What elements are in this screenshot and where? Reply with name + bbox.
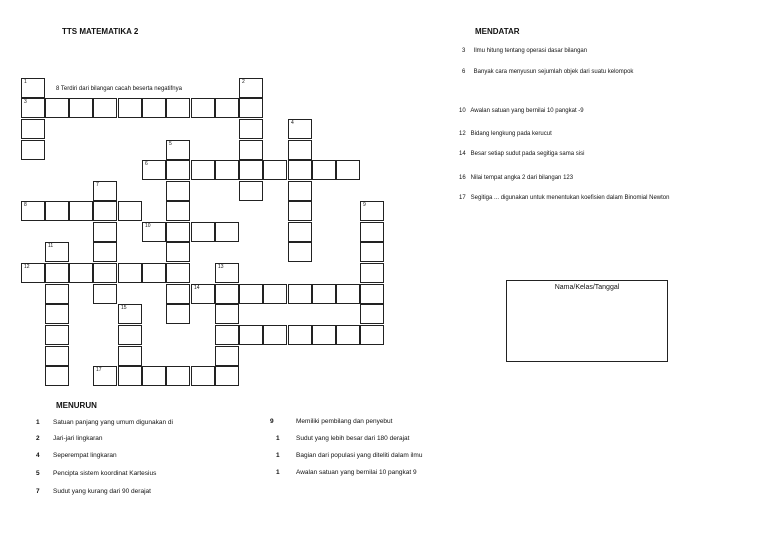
page-title: TTS MATEMATIKA 2 xyxy=(62,27,139,36)
crossword-cell[interactable] xyxy=(45,346,69,366)
crossword-cell[interactable] xyxy=(360,284,384,304)
crossword-cell[interactable] xyxy=(21,201,45,221)
cell-number: 11 xyxy=(48,243,54,249)
crossword-cell[interactable] xyxy=(191,366,215,386)
crossword-cell[interactable] xyxy=(166,222,190,242)
crossword-cell[interactable] xyxy=(239,119,263,139)
crossword-cell[interactable] xyxy=(288,181,312,201)
crossword-cell[interactable] xyxy=(118,98,142,118)
crossword-cell[interactable] xyxy=(93,201,117,221)
crossword-cell[interactable] xyxy=(312,325,336,345)
mendatar-heading: MENDATAR xyxy=(475,27,520,36)
cell-number: 9 xyxy=(363,202,366,208)
mendatar-clue: 14 Besar setiap sudut pada segitiga sama sisi xyxy=(459,151,585,157)
crossword-cell[interactable] xyxy=(93,242,117,262)
crossword-cell[interactable] xyxy=(21,140,45,160)
crossword-cell[interactable] xyxy=(215,346,239,366)
crossword-cell[interactable] xyxy=(239,78,263,98)
mendatar-clue: 12 Bidang lengkung pada kerucut xyxy=(459,131,552,137)
crossword-cell[interactable] xyxy=(360,222,384,242)
crossword-cell[interactable] xyxy=(215,263,239,283)
crossword-cell[interactable] xyxy=(239,98,263,118)
crossword-cell[interactable] xyxy=(215,366,239,386)
crossword-cell[interactable] xyxy=(215,325,239,345)
crossword-cell[interactable] xyxy=(166,263,190,283)
crossword-cell[interactable] xyxy=(142,160,166,180)
crossword-cell[interactable] xyxy=(118,325,142,345)
crossword-cell[interactable] xyxy=(69,201,93,221)
crossword-cell[interactable] xyxy=(360,242,384,262)
crossword-cell[interactable] xyxy=(69,98,93,118)
crossword-cell[interactable] xyxy=(288,119,312,139)
crossword-cell[interactable] xyxy=(118,304,142,324)
crossword-cell[interactable] xyxy=(93,263,117,283)
crossword-cell[interactable] xyxy=(239,181,263,201)
crossword-cell[interactable] xyxy=(69,263,93,283)
crossword-cell[interactable] xyxy=(239,325,263,345)
cell-number: 15 xyxy=(121,305,127,311)
crossword-cell[interactable] xyxy=(360,201,384,221)
crossword-cell[interactable] xyxy=(166,284,190,304)
crossword-cell[interactable] xyxy=(93,366,117,386)
crossword-cell[interactable] xyxy=(93,284,117,304)
crossword-cell[interactable] xyxy=(215,304,239,324)
crossword-cell[interactable] xyxy=(142,222,166,242)
crossword-cell[interactable] xyxy=(166,304,190,324)
crossword-cell[interactable] xyxy=(336,325,360,345)
info-box-label: Nama/Kelas/Tanggal xyxy=(554,284,620,291)
cell-number: 6 xyxy=(145,161,148,167)
crossword-cell[interactable] xyxy=(93,222,117,242)
cell-number: 13 xyxy=(218,264,224,270)
crossword-cell[interactable] xyxy=(312,284,336,304)
crossword-cell[interactable] xyxy=(93,181,117,201)
crossword-cell[interactable] xyxy=(360,304,384,324)
crossword-cell[interactable] xyxy=(118,201,142,221)
cell-number: 3 xyxy=(24,99,27,105)
crossword-cell[interactable] xyxy=(166,160,190,180)
crossword-cell[interactable] xyxy=(191,160,215,180)
crossword-cell[interactable] xyxy=(21,119,45,139)
crossword-cell[interactable] xyxy=(118,366,142,386)
crossword-cell[interactable] xyxy=(288,242,312,262)
mendatar-clue: 16 Nilai tempat angka 2 dari bilangan 123 xyxy=(459,175,574,181)
cell-number: 17 xyxy=(96,367,102,373)
cell-number: 5 xyxy=(169,141,172,147)
crossword-cell[interactable] xyxy=(166,140,190,160)
cell-number: 14 xyxy=(194,285,200,291)
mendatar-clue: 6 Banyak cara menyusun sejumlah objek dari suatu kelompok xyxy=(462,69,634,75)
cell-number: 8 xyxy=(24,202,27,208)
crossword-cell[interactable] xyxy=(215,160,239,180)
crossword-cell[interactable] xyxy=(118,346,142,366)
crossword-cell[interactable] xyxy=(215,98,239,118)
crossword-cell[interactable] xyxy=(239,140,263,160)
cell-number: 1 xyxy=(24,79,27,85)
crossword-cell[interactable] xyxy=(288,140,312,160)
crossword-cell[interactable] xyxy=(93,98,117,118)
crossword-cell[interactable] xyxy=(45,242,69,262)
crossword-cell[interactable] xyxy=(142,263,166,283)
crossword-cell[interactable] xyxy=(215,284,239,304)
crossword-cell[interactable] xyxy=(288,284,312,304)
crossword-cell[interactable] xyxy=(263,325,287,345)
cell-number: 4 xyxy=(291,120,294,126)
crossword-cell[interactable] xyxy=(142,366,166,386)
cell-number: 12 xyxy=(24,264,30,270)
crossword-cell[interactable] xyxy=(166,98,190,118)
crossword-cell[interactable] xyxy=(118,263,142,283)
crossword-cell[interactable] xyxy=(336,284,360,304)
crossword-cell[interactable] xyxy=(288,325,312,345)
crossword-cell[interactable] xyxy=(191,222,215,242)
crossword-cell[interactable] xyxy=(263,160,287,180)
crossword-cell[interactable] xyxy=(239,160,263,180)
crossword-cell[interactable] xyxy=(45,263,69,283)
crossword-cell[interactable] xyxy=(263,284,287,304)
mendatar-clue: 17 Segitiga ... digunakan untuk menentukan koefisien dalam Binomial Newton xyxy=(459,195,670,201)
crossword-cell[interactable] xyxy=(166,242,190,262)
mendatar-clue: 3 Ilmu hitung tentang operasi dasar bilangan xyxy=(462,48,588,54)
crossword-cell[interactable] xyxy=(312,160,336,180)
crossword-cell[interactable] xyxy=(166,201,190,221)
crossword-cell[interactable] xyxy=(166,366,190,386)
crossword-cell[interactable] xyxy=(336,160,360,180)
crossword-cell[interactable] xyxy=(191,284,215,304)
crossword-cell[interactable] xyxy=(215,222,239,242)
grid-note: 8 Terdiri dari bilangan cacah beserta negatifnya xyxy=(56,86,182,92)
name-class-date-box[interactable] xyxy=(506,280,668,362)
crossword-cell[interactable] xyxy=(360,263,384,283)
mendatar-clue: 10 Awalan satuan yang bernilai 10 pangkat -9 xyxy=(459,108,584,114)
crossword-cell[interactable] xyxy=(45,366,69,386)
cell-number: 10 xyxy=(145,223,151,229)
crossword-cell[interactable] xyxy=(288,201,312,221)
crossword-cell[interactable] xyxy=(142,98,166,118)
crossword-cell[interactable] xyxy=(45,98,69,118)
menurun-heading: MENURUN xyxy=(56,401,97,410)
crossword-cell[interactable] xyxy=(21,263,45,283)
crossword-cell[interactable] xyxy=(360,325,384,345)
crossword-cell[interactable] xyxy=(45,201,69,221)
crossword-cell[interactable] xyxy=(191,98,215,118)
crossword-cell[interactable] xyxy=(166,181,190,201)
cell-number: 7 xyxy=(96,182,99,188)
crossword-cell[interactable] xyxy=(239,284,263,304)
crossword-cell[interactable] xyxy=(21,98,45,118)
crossword-cell[interactable] xyxy=(21,78,45,98)
crossword-cell[interactable] xyxy=(45,284,69,304)
crossword-cell[interactable] xyxy=(45,325,69,345)
cell-number: 2 xyxy=(242,79,245,85)
crossword-cell[interactable] xyxy=(45,304,69,324)
crossword-cell[interactable] xyxy=(288,160,312,180)
crossword-cell[interactable] xyxy=(288,222,312,242)
